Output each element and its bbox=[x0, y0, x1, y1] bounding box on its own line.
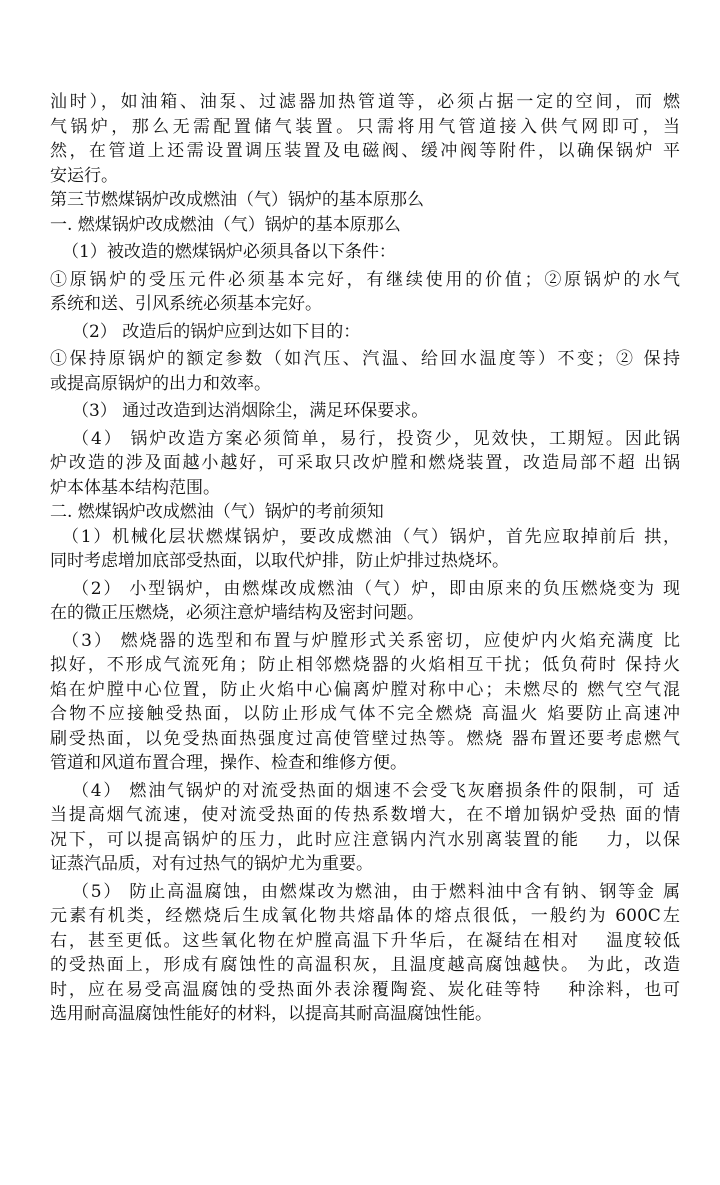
text-line: （4） 锅炉改造方案必须简单，易行，投资少，见效快，工期短。因此锅 bbox=[72, 428, 680, 449]
text-line: 炉改造的涉及面越小越好，可采取只改炉膛和燃烧装置，改造局部不超 出锅 bbox=[50, 453, 680, 473]
text-line: 刷受热面，以免受热面热强度过高使管壁过热等。燃烧 器布置还要考虑燃气 bbox=[50, 728, 680, 749]
text-line: 或提高原锅炉的出力和效率。 bbox=[50, 373, 271, 394]
part2-item5 bbox=[50, 880, 680, 1027]
part1-item2-body bbox=[50, 347, 680, 396]
text-line: ①保持原锅炉的额定参数（如汽压、汽温、给回水温度等）不变；② 保持 bbox=[50, 349, 680, 369]
document-page bbox=[50, 90, 680, 1027]
part1-heading: 一. 燃煤锅炉改成燃油（气）锅炉的基本原那么 bbox=[50, 214, 401, 235]
text-line: 焰在炉膛中心位置，防止火焰中心偏离炉膛对称中心；未燃尽的 燃气空气混 bbox=[50, 679, 680, 700]
part2-item1 bbox=[50, 525, 680, 574]
text-line: 在的微正压燃烧，必须注意炉墙结构及密封问题。 bbox=[50, 603, 424, 623]
text-line: 右，甚至更低。这些氧化物在炉膛高温下升华后，在凝结在相对 温度较低 bbox=[50, 930, 680, 951]
text-line: （3） 燃烧器的选型和布置与炉膛形式关系密切，应使炉内火焰充满度 比 bbox=[62, 630, 680, 651]
text-line: 安运行。 bbox=[50, 165, 118, 186]
text-line: ①原锅炉的受压元件必须基本完好，有继续使用的价值；②原锅炉的水气 bbox=[50, 269, 680, 290]
part2-item2 bbox=[50, 577, 680, 626]
text-line: 气锅炉，那么无需配置储气装置。只需将用气管道接入供气网即可，当 bbox=[50, 116, 680, 137]
text-line: 系统和送、引风系统必须基本完好。 bbox=[50, 294, 322, 314]
part1-item2-label: （2） 改造后的锅炉应到达如下目的： bbox=[72, 321, 361, 342]
part1-item3: （3） 通过改造到达消烟除尘，满足环保要求。 bbox=[72, 401, 429, 421]
part2-heading: 二. 燃煤锅炉改成燃油（气）锅炉的考前须知 bbox=[50, 502, 384, 522]
intro-paragraph bbox=[50, 90, 680, 188]
text-line: （4） 燃油气锅炉的对流受热面的烟速不会受飞灰磨损条件的限制，可 适 bbox=[72, 780, 680, 801]
text-line: 况下，可以提高锅炉的压力，此时应注意锅内汽水别离装置的能 力，以保 bbox=[50, 829, 680, 850]
text-line: （2） 小型锅炉，由燃煤改成燃油（气）炉，即由原来的负压燃烧变为 现 bbox=[72, 578, 680, 599]
text-line: 时，应在易受高温腐蚀的受热面外表涂覆陶瓷、炭化硅等特 种涂料，也可 bbox=[50, 979, 680, 1000]
part1-item1-body bbox=[50, 268, 680, 317]
text-line: 证蒸汽品质，对有过热气的锅炉尤为重要。 bbox=[50, 854, 373, 874]
text-line: 拟好，不形成气流死角；防止相邻燃烧器的火焰相互干扰；低负荷时 保持火 bbox=[50, 655, 680, 675]
part2-item4 bbox=[50, 779, 680, 877]
text-line: 汕时），如油箱、油泵、过滤器加热管道等，必须占据一定的空间，而 燃 bbox=[50, 92, 680, 112]
text-line: 炉本体基本结构范围。 bbox=[50, 477, 220, 498]
text-line: 同时考虑增加底部受热面，以取代炉排，防止炉排过热烧坏。 bbox=[50, 551, 509, 571]
part1-item4 bbox=[50, 427, 680, 501]
part1-item1-label: （1）被改造的燃煤锅炉必须具备以下条件： bbox=[62, 242, 396, 262]
text-line: 然，在管道上还需设置调压装置及电磁阀、缓冲阀等附件，以确保锅炉 平 bbox=[50, 141, 680, 161]
section-title: 第三节燃煤锅炉改成燃油（气）锅炉的基本原那么 bbox=[50, 190, 424, 210]
text-line: 当提高烟气流速，使对流受热面的传热系数增大，在不增加锅炉受热 面的情 bbox=[50, 805, 680, 825]
text-line: 合物不应接触受热面，以防止形成气体不完全燃烧 高温火 焰要防止高速冲 bbox=[50, 704, 680, 724]
text-line: 元素有机类，经燃烧后生成氧化物共熔晶体的熔点很低，一般约为 600C左 bbox=[50, 906, 680, 926]
text-line: 的受热面上，形成有腐蚀性的高温积灰，且温度越高腐蚀越快。 为此，改造 bbox=[50, 955, 680, 975]
text-line: 管道和风道布置合理，操作、检查和维修方便。 bbox=[50, 753, 407, 773]
text-line: （1）机械化层状燃煤锅炉，要改成燃油（气）锅炉，首先应取掉前后 拱， bbox=[62, 526, 680, 547]
text-line: （5） 防止高温腐蚀，由燃煤改为燃油，由于燃料油中含有钠、钢等金 属 bbox=[72, 881, 680, 902]
part2-item3 bbox=[50, 629, 680, 776]
text-line: 选用耐高温腐蚀性能好的材料，以提高其耐高温腐蚀性能。 bbox=[50, 1004, 492, 1024]
